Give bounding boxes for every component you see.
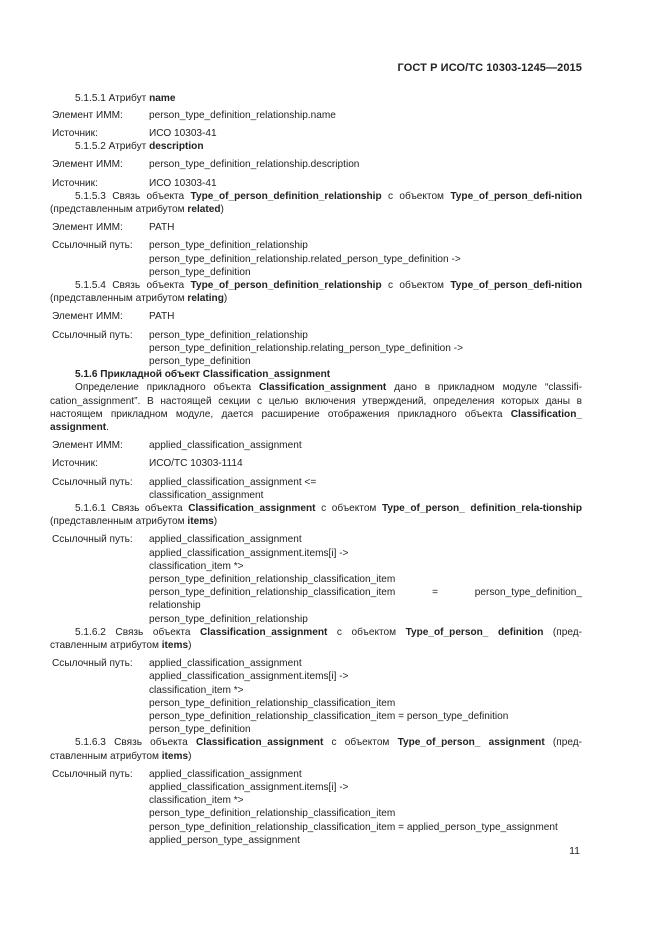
ref-path-row: [50, 329, 582, 369]
section-5-1-5-1-heading: 5.1.5.1 Атрибут name: [75, 93, 176, 104]
section-5-1-6-1-heading: 5.1.6.1 Связь объекта Classification_assignment с объектом Type_of_person_ definition_rela-tionship (представленным атрибутом items): [50, 502, 582, 528]
path-line: applied_classification_assignment: [149, 658, 302, 670]
path-line: person_type_definition_relationship_classification_item: [149, 697, 396, 709]
imm-label: Элемент ИММ:: [52, 109, 123, 121]
path-line: person_type_definition: [149, 724, 251, 736]
ref-path-value: [149, 476, 582, 502]
page-number: 11: [569, 845, 580, 857]
source-row: [50, 177, 582, 190]
imm-value: PATH: [149, 222, 175, 234]
imm-row: [50, 109, 582, 122]
ref-path-row: [50, 476, 582, 502]
ref-path-value: [149, 533, 582, 625]
path-line: applied_classification_assignment: [149, 534, 302, 546]
path-line: classification_assignment: [149, 489, 264, 501]
path-line: person_type_definition_relationship_classification_item: [149, 808, 396, 820]
ref-path-label: Ссылочный путь:: [52, 768, 133, 780]
section-5-1-6-2-heading: 5.1.6.2 Связь объекта Classification_assignment с объектом Type_of_person_ definition (пред-ставленным атрибутом items): [50, 626, 582, 652]
path-line: classification_item *>: [149, 684, 244, 696]
ref-path-value: [149, 768, 582, 847]
imm-row: [50, 221, 582, 234]
path-line: applied_classification_assignment.items[i] ->: [149, 782, 349, 794]
path-line: applied_classification_assignment.items[i] ->: [149, 671, 349, 683]
path-line: person_type_definition_relationship: [149, 240, 308, 252]
document-body: [50, 92, 582, 847]
path-line: person_type_definition_relationship_classification_item = applied_person_type_assignment: [149, 821, 558, 833]
source-label: Источник:: [52, 177, 98, 189]
path-line: applied_person_type_assignment: [149, 834, 300, 846]
source-label: Источник:: [52, 458, 98, 470]
ref-path-row: [50, 657, 582, 736]
imm-row: [50, 158, 582, 171]
imm-label: Элемент ИММ:: [52, 159, 123, 171]
imm-label: Элемент ИММ:: [52, 311, 123, 323]
ref-path-value: [149, 657, 582, 736]
imm-value: PATH: [149, 311, 175, 323]
ref-path-row: [50, 239, 582, 279]
path-line: person_type_definition_relationship: [149, 329, 308, 341]
ref-path-label: Ссылочный путь:: [52, 329, 133, 341]
section-5-1-6-3-heading: 5.1.6.3 Связь объекта Classification_assignment с объектом Type_of_person_ assignment (пред-ставленным атрибутом items): [50, 737, 582, 762]
path-line: person_type_definition: [149, 266, 251, 278]
section-5-1-6-paragraph: Определение прикладного объекта Classification_assignment дано в прикладном модуле “classifi-cation_assignment”. В настоящей секции с целью включения утверждений, определения которых даны в настоящем прикладном модуле, дается расширение отображения прикладного объекта Classification_ assignment.: [50, 382, 582, 433]
imm-label: Элемент ИММ:: [52, 222, 123, 234]
path-line: person_type_definition_relationship_classification_item = person_type_definition: [149, 711, 509, 723]
path-line: person_type_definition_relationship_classification_item = person_type_definition_ relationship: [149, 587, 582, 612]
ref-path-label: Ссылочный путь:: [52, 476, 133, 488]
document-header: ГОСТ Р ИСО/ТС 10303-1245—2015: [397, 62, 582, 74]
path-line: classification_item *>: [149, 560, 244, 572]
path-line: classification_item *>: [149, 795, 244, 807]
path-line: applied_classification_assignment: [149, 768, 302, 780]
imm-label: Элемент ИММ:: [52, 440, 123, 452]
section-5-1-5-4-heading: 5.1.5.4 Связь объекта Type_of_person_definition_relationship с объектом Type_of_person_defi-nition (представленным атрибутом relating): [50, 279, 582, 305]
ref-path-label: Ссылочный путь:: [52, 658, 133, 670]
path-line: person_type_definition_relationship_classification_item: [149, 574, 396, 585]
ref-path-label: Ссылочный путь:: [52, 240, 133, 252]
path-line: person_type_definition_relationship.relating_person_type_definition ->: [149, 342, 463, 354]
source-row: [50, 127, 582, 140]
path-line: person_type_definition: [149, 355, 251, 367]
section-5-1-5-3-heading: 5.1.5.3 Связь объекта Type_of_person_definition_relationship с объектом Type_of_person_defi-nition (представленным атрибутом related): [50, 190, 582, 215]
source-label: Источник:: [52, 127, 98, 139]
section-5-1-6-heading: 5.1.6 Прикладной объект Classification_assignment: [75, 369, 331, 381]
source-value: ИСО 10303-41: [149, 177, 217, 189]
path-line: applied_classification_assignment.items[i] ->: [149, 547, 349, 559]
imm-row: [50, 439, 582, 452]
ref-path-row: [50, 533, 582, 625]
path-line: person_type_definition_relationship: [149, 613, 308, 625]
source-value: ИСО/ТС 10303-1114: [149, 458, 243, 470]
imm-value: person_type_definition_relationship.name: [149, 109, 336, 121]
imm-value: applied_classification_assignment: [149, 440, 302, 452]
path-line: person_type_definition_relationship.related_person_type_definition ->: [149, 253, 461, 265]
ref-path-row: [50, 768, 582, 847]
imm-value: person_type_definition_relationship.description: [149, 159, 360, 171]
ref-path-value: [149, 329, 582, 369]
imm-row: [50, 310, 582, 323]
section-5-1-5-2-heading: 5.1.5.2 Атрибут description: [75, 141, 204, 153]
path-line: applied_classification_assignment <=: [149, 476, 317, 488]
ref-path-label: Ссылочный путь:: [52, 534, 133, 546]
ref-path-value: [149, 239, 582, 279]
source-value: ИСО 10303-41: [149, 127, 217, 139]
source-row: [50, 457, 582, 470]
